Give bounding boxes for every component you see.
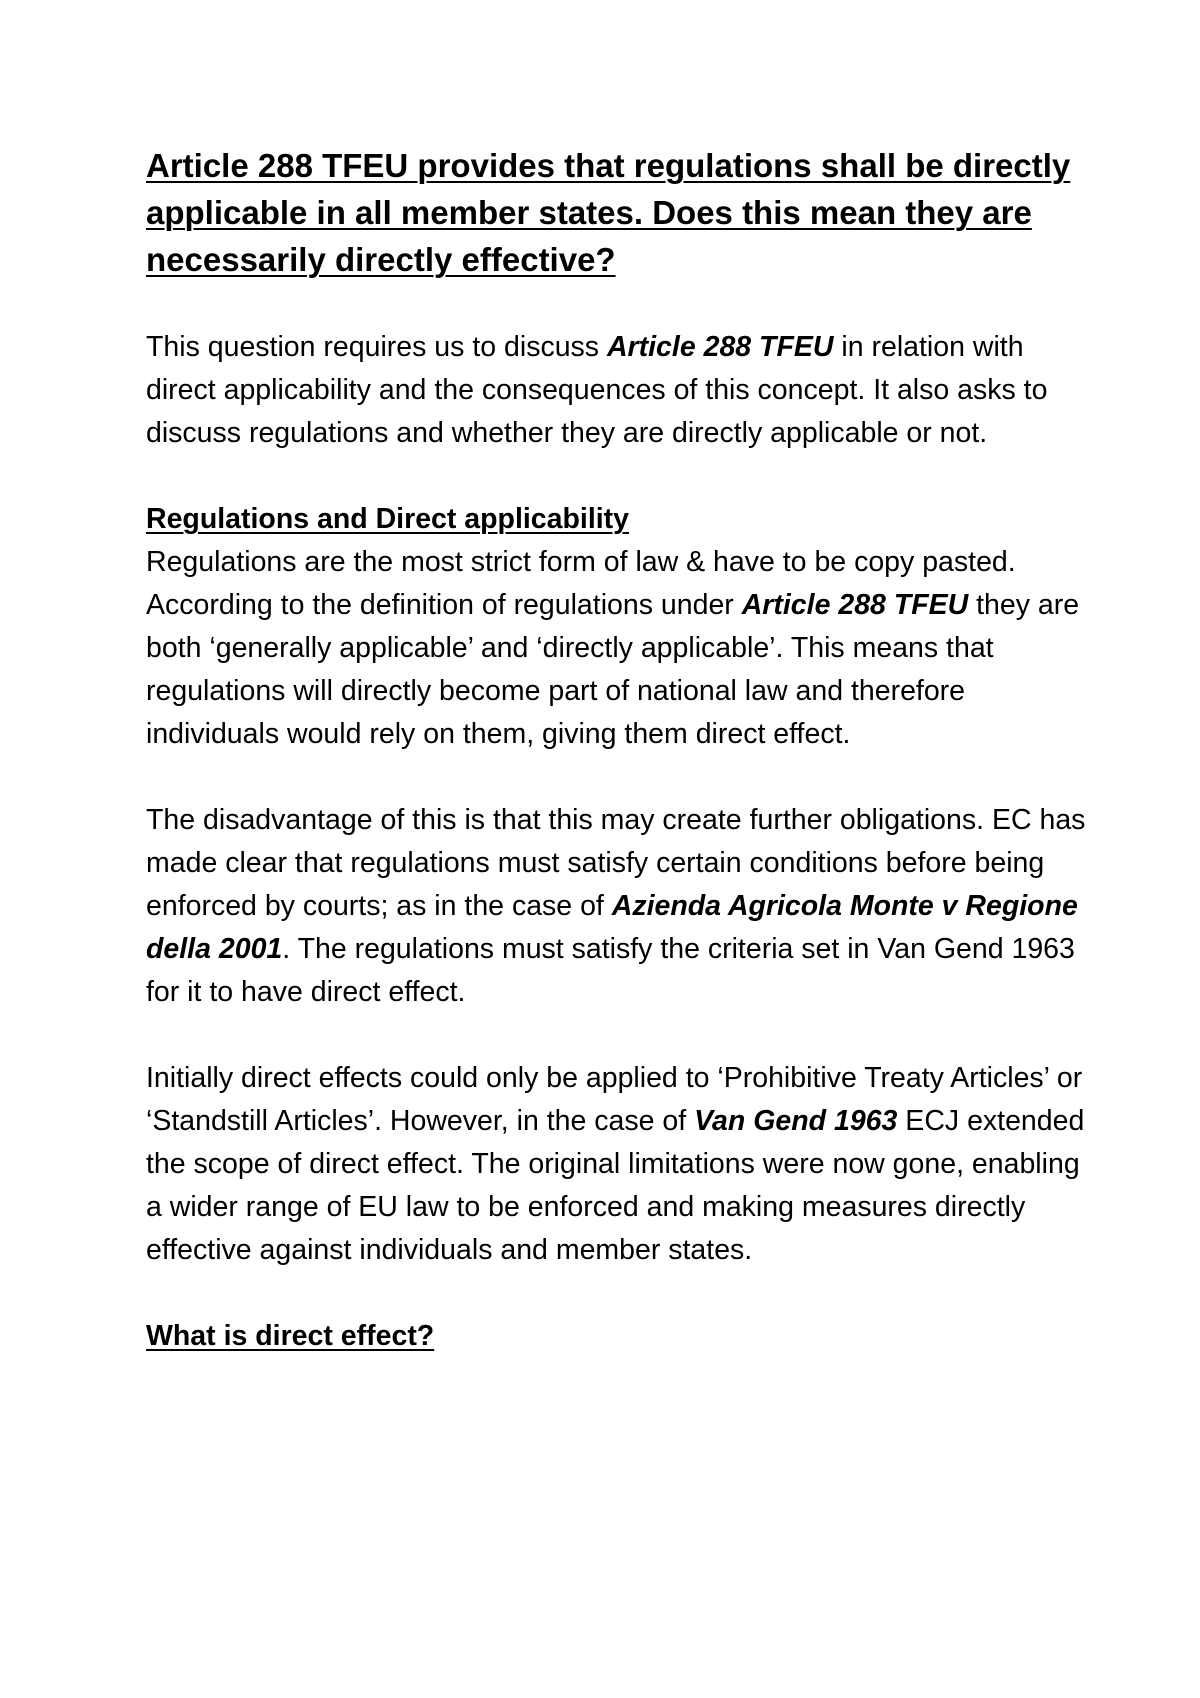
intro-paragraph bbox=[146, 326, 1086, 455]
regulations-paragraph-1 bbox=[146, 541, 1086, 756]
paragraph-text: they are both ‘generally applicable’ and ‘directly applicable’. This means that regulations will directly become part of national law and therefore individuals would rely on them, giving them direct effect. bbox=[146, 589, 1080, 750]
spacer bbox=[146, 283, 1086, 326]
document-page bbox=[146, 142, 1086, 1358]
intro-text-2: in relation with direct applicability and the consequences of this concept. It also asks to discuss regulations and whether they are directly applicable or not. bbox=[146, 331, 1048, 449]
paragraph-text: Regulations are the most strict form of law & have to be copy pasted. According to the definition of regulations under bbox=[146, 546, 1016, 621]
emphasis-article-288: Article 288 TFEU bbox=[741, 589, 969, 621]
spacer bbox=[146, 1014, 1086, 1057]
paragraph-text: The disadvantage of this is that this may create further obligations. EC has made clear that regulations must satisfy certain conditions before being enforced by courts; as in the case of bbox=[146, 804, 1086, 922]
document-title: Article 288 TFEU provides that regulations shall be directly applicable in all member states. Does this mean they are necessarily directly effective? bbox=[146, 147, 1071, 278]
section-heading-direct-effect: What is direct effect? bbox=[146, 1320, 435, 1352]
emphasis-case-azienda: Azienda Agricola Monte v Regione della 2001 bbox=[146, 890, 1078, 965]
regulations-paragraph-3 bbox=[146, 1057, 1086, 1272]
emphasis-case-van-gend: Van Gend 1963 bbox=[694, 1105, 898, 1137]
section-heading-regulations: Regulations and Direct applicability bbox=[146, 503, 630, 535]
paragraph-text: . The regulations must satisfy the criteria set in Van Gend 1963 for it to have direct effect. bbox=[146, 933, 1075, 1008]
regulations-paragraph-2 bbox=[146, 799, 1086, 1014]
paragraph-text: ECJ extended the scope of direct effect. The original limitations were now gone, enabling a wider range of EU law to be enforced and making measures directly effective against individuals and member states. bbox=[146, 1105, 1085, 1266]
spacer bbox=[146, 1272, 1086, 1315]
intro-text-1: This question requires us to discuss bbox=[146, 331, 607, 363]
paragraph-text: Initially direct effects could only be applied to ‘Prohibitive Treaty Articles’ or ‘Standstill Articles’. However, in the case of bbox=[146, 1062, 1083, 1137]
intro-emphasis-article: Article 288 TFEU bbox=[606, 331, 834, 363]
spacer bbox=[146, 455, 1086, 498]
spacer bbox=[146, 756, 1086, 799]
